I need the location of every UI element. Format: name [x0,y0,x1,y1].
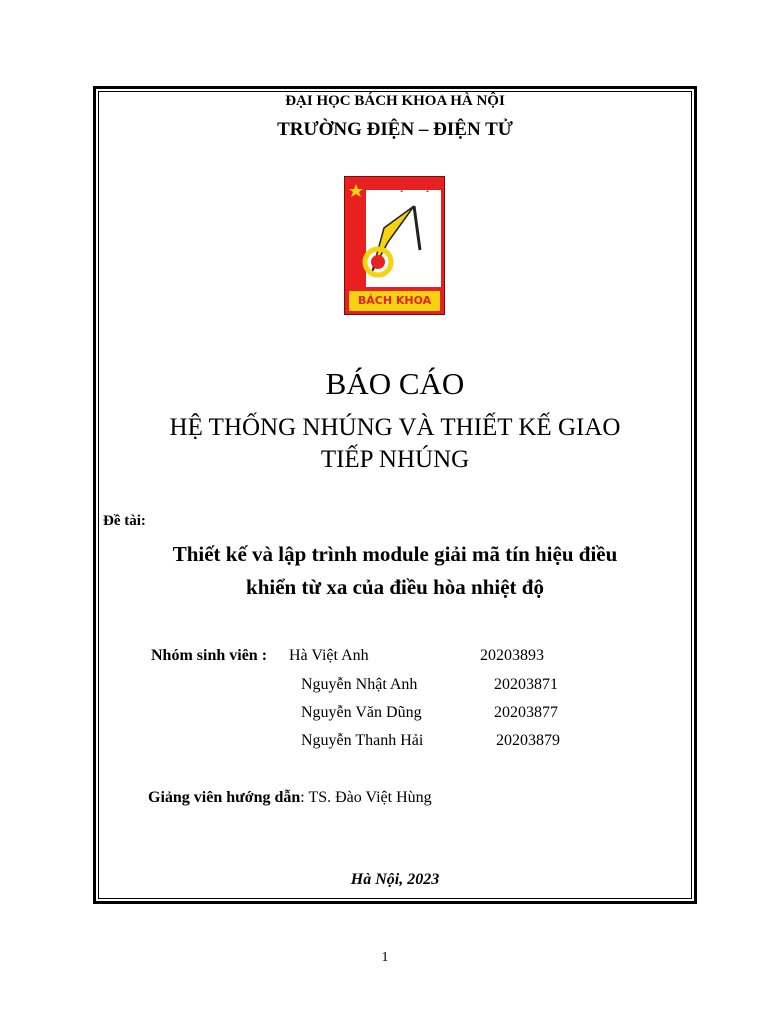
member-name: Nguyễn Thanh Hải [301,732,424,749]
member-id: 20203877 [494,704,558,721]
place-date: Hà Nội, 2023 [350,871,440,888]
course-title-line2: TIẾP NHÚNG [320,446,470,473]
member-name: Nguyễn Nhật Anh [301,676,418,693]
advisor-name: TS. Đào Việt Hùng [308,789,432,806]
logo-top-text: ĐẠI HỌC [388,180,441,193]
member-name: Hà Việt Anh [289,647,369,664]
member-name: Nguyễn Văn Dũng [301,704,422,721]
school-name: TRƯỜNG ĐIỆN – ĐIỆN TỬ [277,119,513,140]
course-title-line1: HỆ THỐNG NHÚNG VÀ THIẾT KẾ GIAO [169,414,621,441]
university-logo [344,176,445,315]
topic-line2: khiển từ xa của điều hòa nhiệt độ [246,575,544,599]
topic-line1: Thiết kế và lập trình module giải mã tín hiệu điều [172,542,618,566]
group-label: Nhóm sinh viên : [151,647,268,664]
advisor-line [148,789,432,807]
member-id: 20203879 [496,732,560,749]
member-id: 20203871 [494,676,558,693]
member-id: 20203893 [480,647,544,664]
page-number: 1 [381,950,389,965]
logo-bottom-text: BÁCH KHOA [357,294,432,307]
topic-label: Đề tài: [103,513,146,529]
report-title: BÁO CÁO [325,366,465,401]
advisor-label: Giảng viên hướng dẫn [148,789,301,806]
advisor-colon: : [300,789,309,806]
university-name: ĐẠI HỌC BÁCH KHOA HÀ NỘI [285,93,505,109]
